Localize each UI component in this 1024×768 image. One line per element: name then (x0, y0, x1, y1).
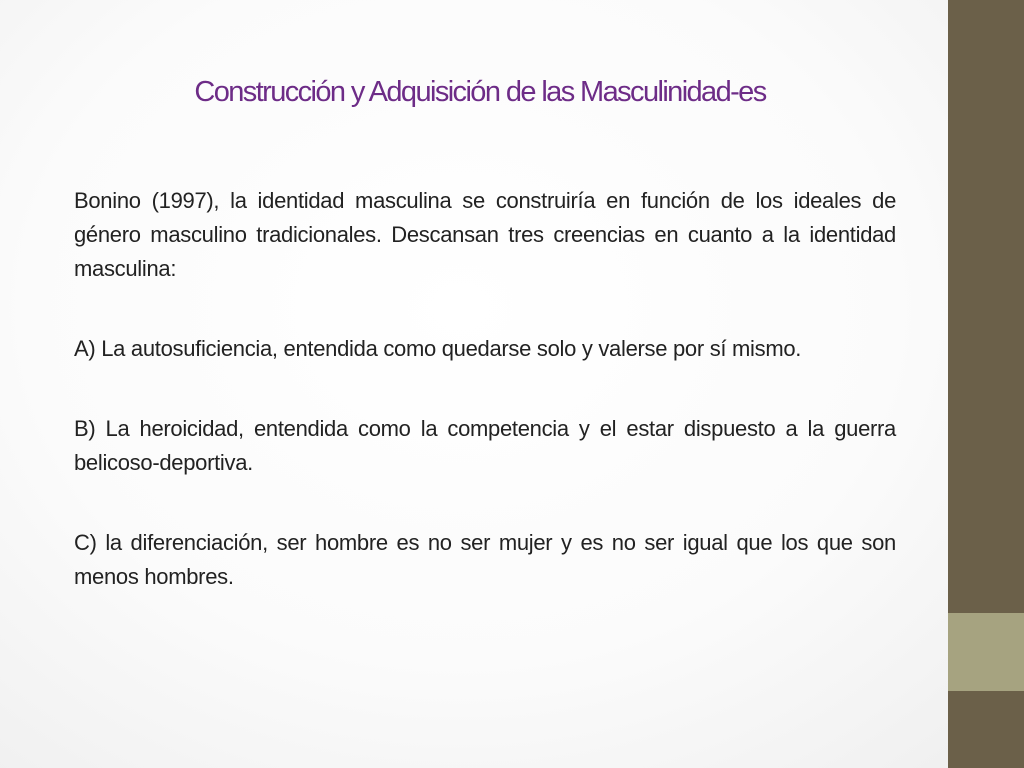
intro-paragraph: Bonino (1997), la identidad masculina se construiría en función de los ideales de género masculino tradicionales. Descansan tres creencias en cuanto a la identidad masculina: (74, 188, 896, 281)
slide-title: Construcción y Adquisición de las Masculinidad-es (194, 76, 766, 108)
belief-a-paragraph: A) La autosuficiencia, entendida como quedarse solo y valerse por sí mismo. (74, 336, 802, 361)
decorative-sidebar-accent (948, 613, 1024, 691)
slide-body (74, 184, 896, 640)
belief-b-paragraph: B) La heroicidad, entendida como la competencia y el estar dispuesto a la guerra belicoso-deportiva. (74, 416, 896, 475)
belief-c-paragraph: C) la diferenciación, ser hombre es no ser mujer y es no ser igual que los que son menos hombres. (74, 530, 896, 589)
